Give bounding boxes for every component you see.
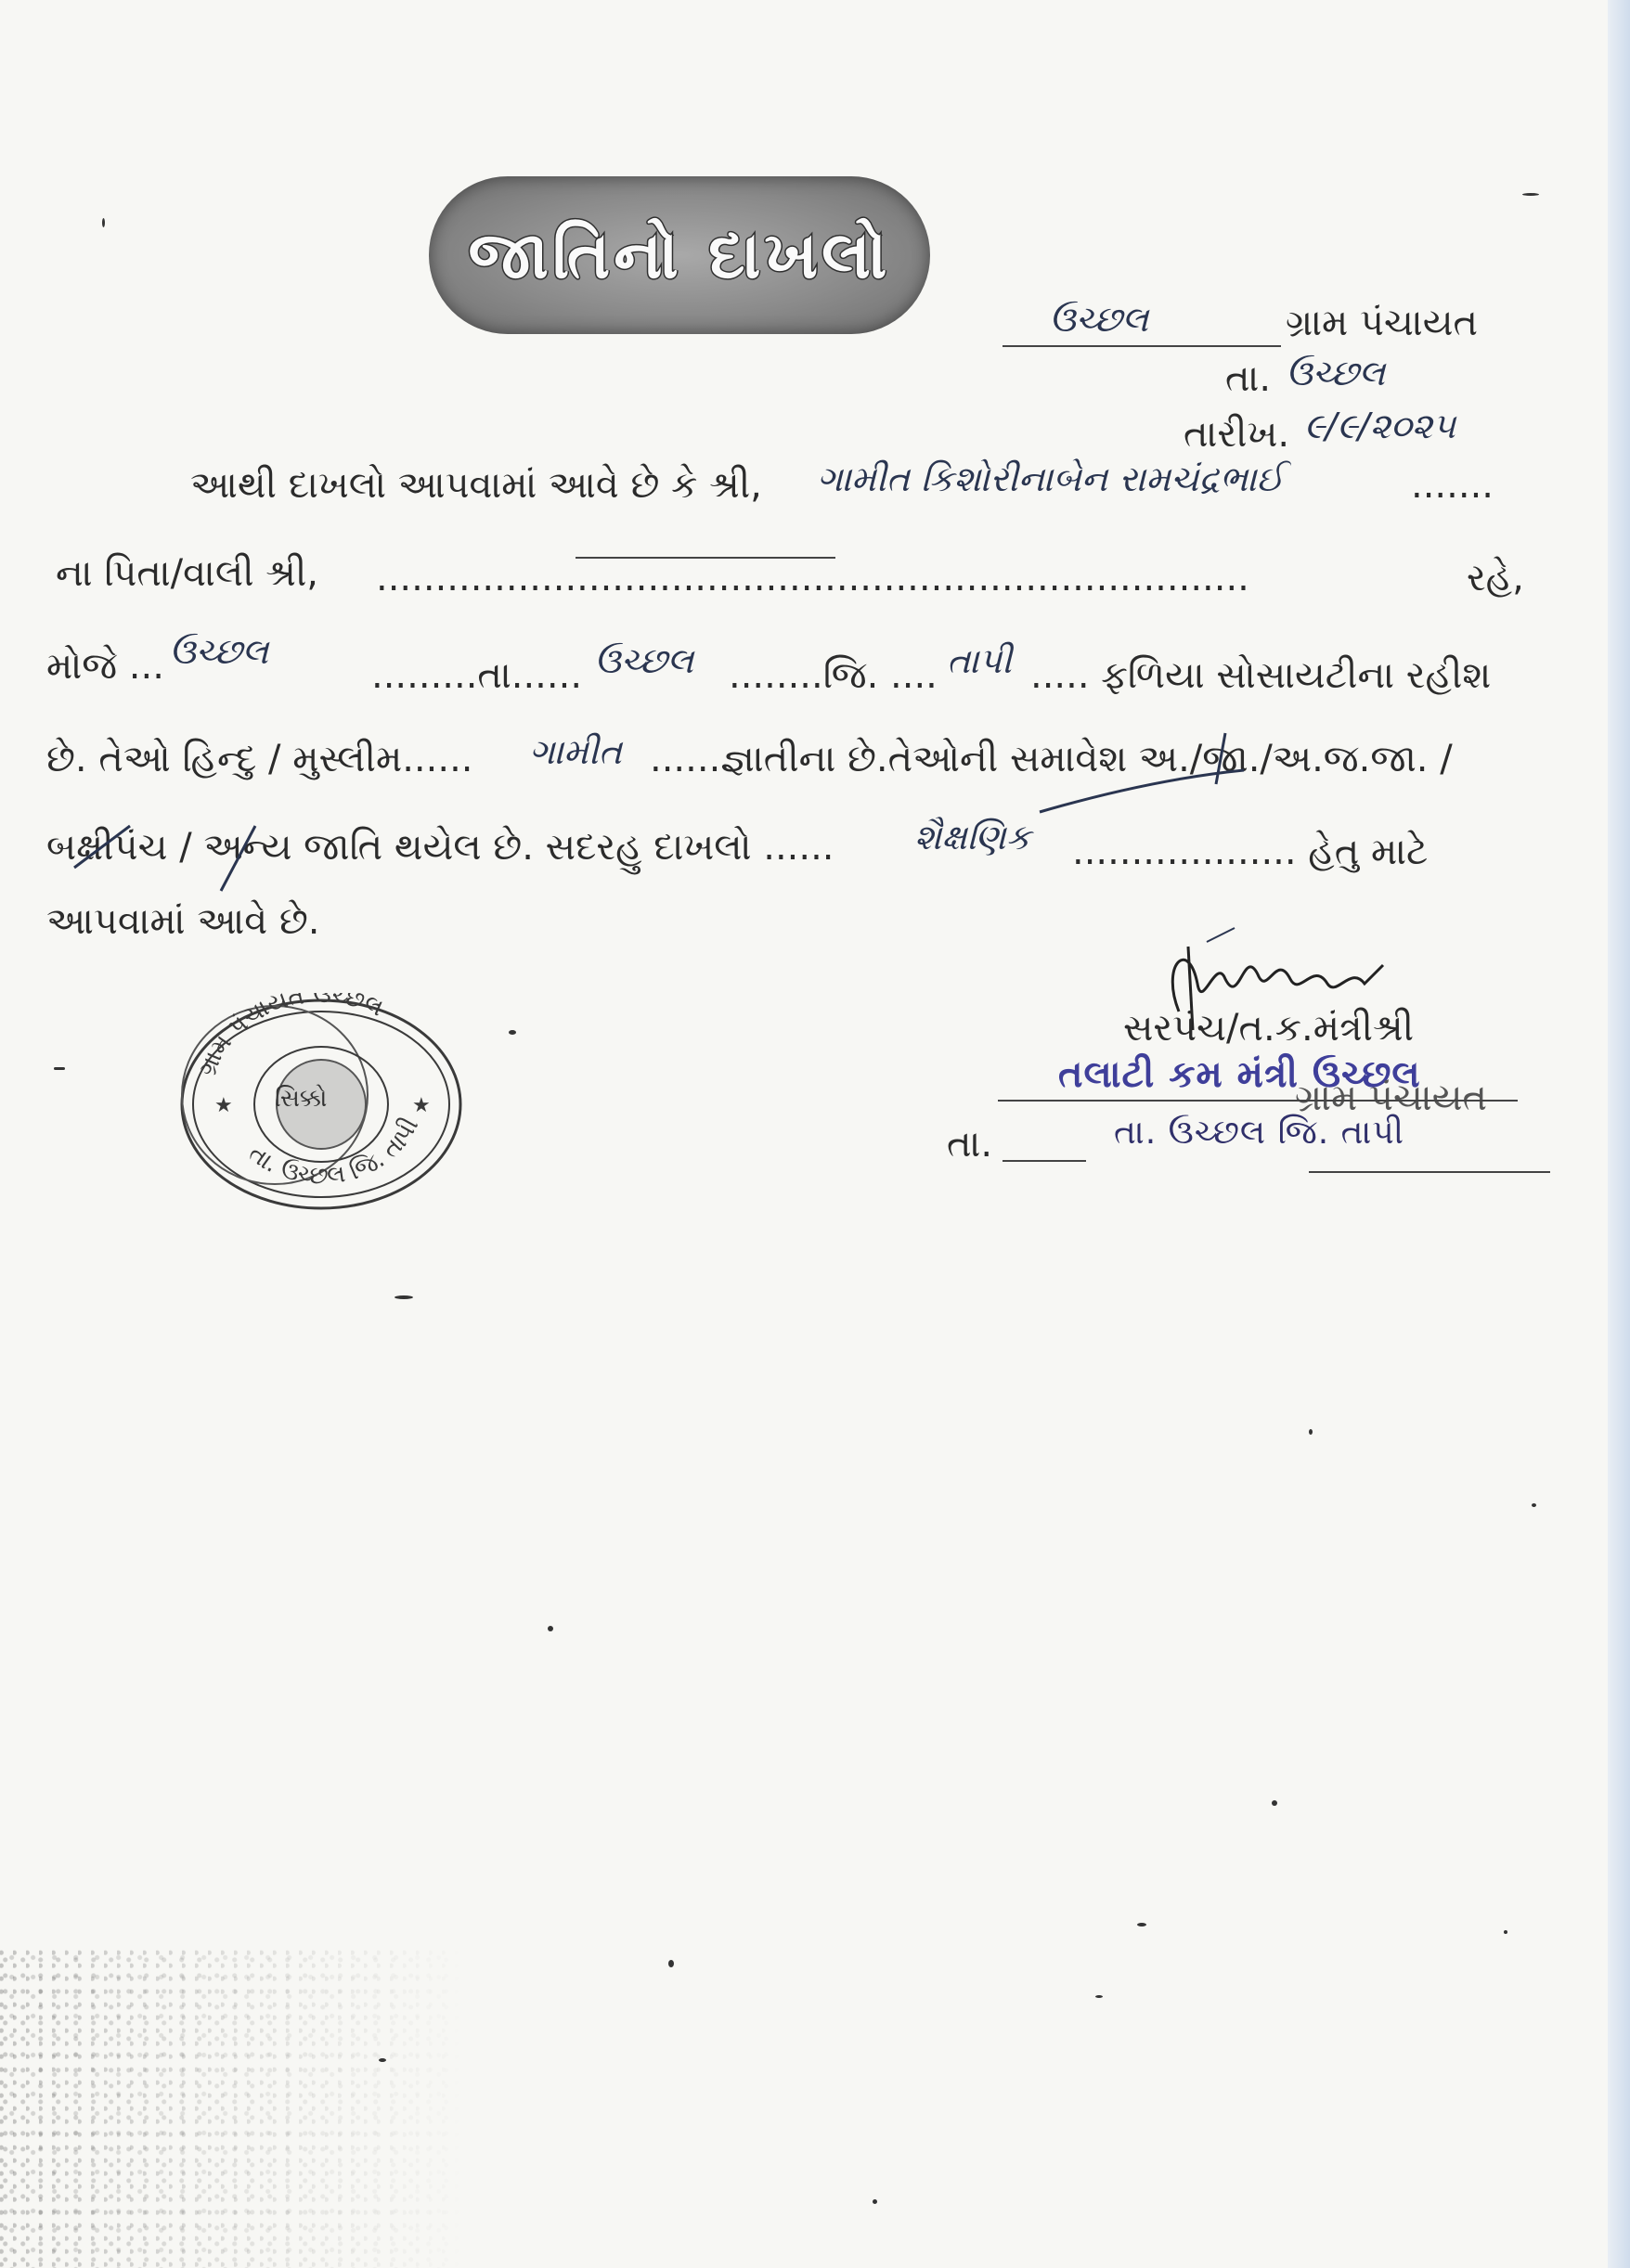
body-line2-prefix: ના પિતા/વાલી શ્રી, (56, 552, 318, 595)
scan-speck (1532, 1503, 1536, 1507)
scan-speck (1309, 1429, 1313, 1435)
body-line4-suffix: ......જ્ઞાતીના છે.તેઓની સમાવેશ અ./જા./અ.જ.જા. / (650, 738, 1453, 780)
body-line2-suffix: રહે, (1467, 557, 1524, 599)
body-line3-taluka: ઉચ્છલ (594, 640, 694, 681)
header-village: ઉચ્છલ (1049, 299, 1149, 340)
scan-speck (1095, 1995, 1103, 1998)
signature-underline (998, 1100, 1518, 1102)
body-line2-dots: .......................................................................... (376, 557, 1249, 599)
scan-speck (1137, 1923, 1146, 1927)
body-line1-name: ગામીત કિશોરીનાબેન રામચંદ્રભાઈ (817, 458, 1284, 499)
body-line3-district: તાપી (947, 640, 1013, 681)
body-line1-dots: ....... (1411, 464, 1494, 507)
body-line6: આપવામાં આવે છે. (46, 900, 320, 943)
signature-taluka-line-left (1003, 1160, 1086, 1162)
body-line3-ji: ........જિ. .... (729, 654, 938, 697)
scan-speck (873, 2199, 877, 2204)
strike-mark-2 (1216, 733, 1225, 784)
scan-speck (395, 1295, 413, 1299)
signature-taluka-prefix: તા. (947, 1123, 993, 1166)
signature-taluka-stamp: તા. ઉચ્છલ જિ. તાપી (1114, 1114, 1405, 1152)
strike-mark-3 (74, 826, 130, 868)
seal-outer-text: ગ્રામ પંચાયત ઉચ્છલ (193, 993, 388, 1080)
body-line3-ta: .........તા...... (371, 654, 583, 697)
header-date: ૯/૯/૨૦૨૫ (1304, 406, 1456, 446)
signature-stamp: તલાટી કમ મંત્રી ઉચ્છલ (1058, 1053, 1421, 1096)
scan-speck (1504, 1930, 1507, 1934)
body-line5-purpose: શૈક્ષણિક (914, 817, 1031, 857)
scan-speck (102, 218, 105, 227)
header-taluka: ઉચ્છલ (1286, 353, 1386, 393)
header-date-prefix: તારીખ. (1184, 413, 1290, 456)
header-taluka-prefix: તા. (1225, 357, 1272, 400)
scan-speck (548, 1626, 553, 1631)
scan-speck (54, 1067, 65, 1070)
body-line4-prefix: છે. તેઓ હિન્દુ / મુસ્લીમ...... (46, 738, 473, 780)
body-line3-suffix: ..... ફળિયા સોસાયટીના રહીશ (1030, 654, 1492, 697)
certificate-title: જાતિનો દાખલો (468, 216, 891, 293)
signature-designation: સરપંચ/ત.ક.મંત્રીશ્રી (1123, 1007, 1415, 1050)
seal-center-text: સિક્કો (275, 1085, 328, 1113)
strike-mark-4 (221, 826, 255, 891)
seal-star-right: ★ (412, 1094, 431, 1117)
strike-mark-1 (1040, 770, 1244, 812)
header-gram-panchayat: ગ્રામ પંચાયત (1286, 302, 1478, 344)
body-line5-suffix: ................... હેતુ માટે (1072, 831, 1429, 873)
body-line3-village: ઉચ્છલ (169, 631, 269, 672)
body-line4-caste: ગામીત (529, 731, 622, 772)
body-line5-prefix: બક્ષીપંચ / અન્ય જાતિ થયેલ છે. સદરહુ દાખલો ...... (46, 826, 834, 869)
signature-taluka-line-right (1309, 1171, 1550, 1173)
scan-speck (1522, 193, 1539, 196)
seal-bottom-text: તા. ઉચ્છલ જિ. તાપી (243, 1113, 425, 1191)
official-seal (173, 993, 468, 1216)
seal-star-left: ★ (214, 1094, 233, 1117)
signature-gram-panchayat: ગ્રામ પંચાયત (1295, 1076, 1487, 1119)
body-line3-moje: મોજે ... (46, 645, 164, 688)
svg-text:ગ્રામ પંચાયત ઉચ્છલ (193, 993, 387, 1080)
body-line1-prefix: આથી દાખલો આપવામાં આવે છે કે શ્રી, (190, 464, 762, 507)
scan-noise (0, 1949, 520, 2268)
scan-speck (668, 1960, 674, 1967)
scan-speck (509, 1030, 516, 1035)
scan-speck (1272, 1800, 1277, 1806)
